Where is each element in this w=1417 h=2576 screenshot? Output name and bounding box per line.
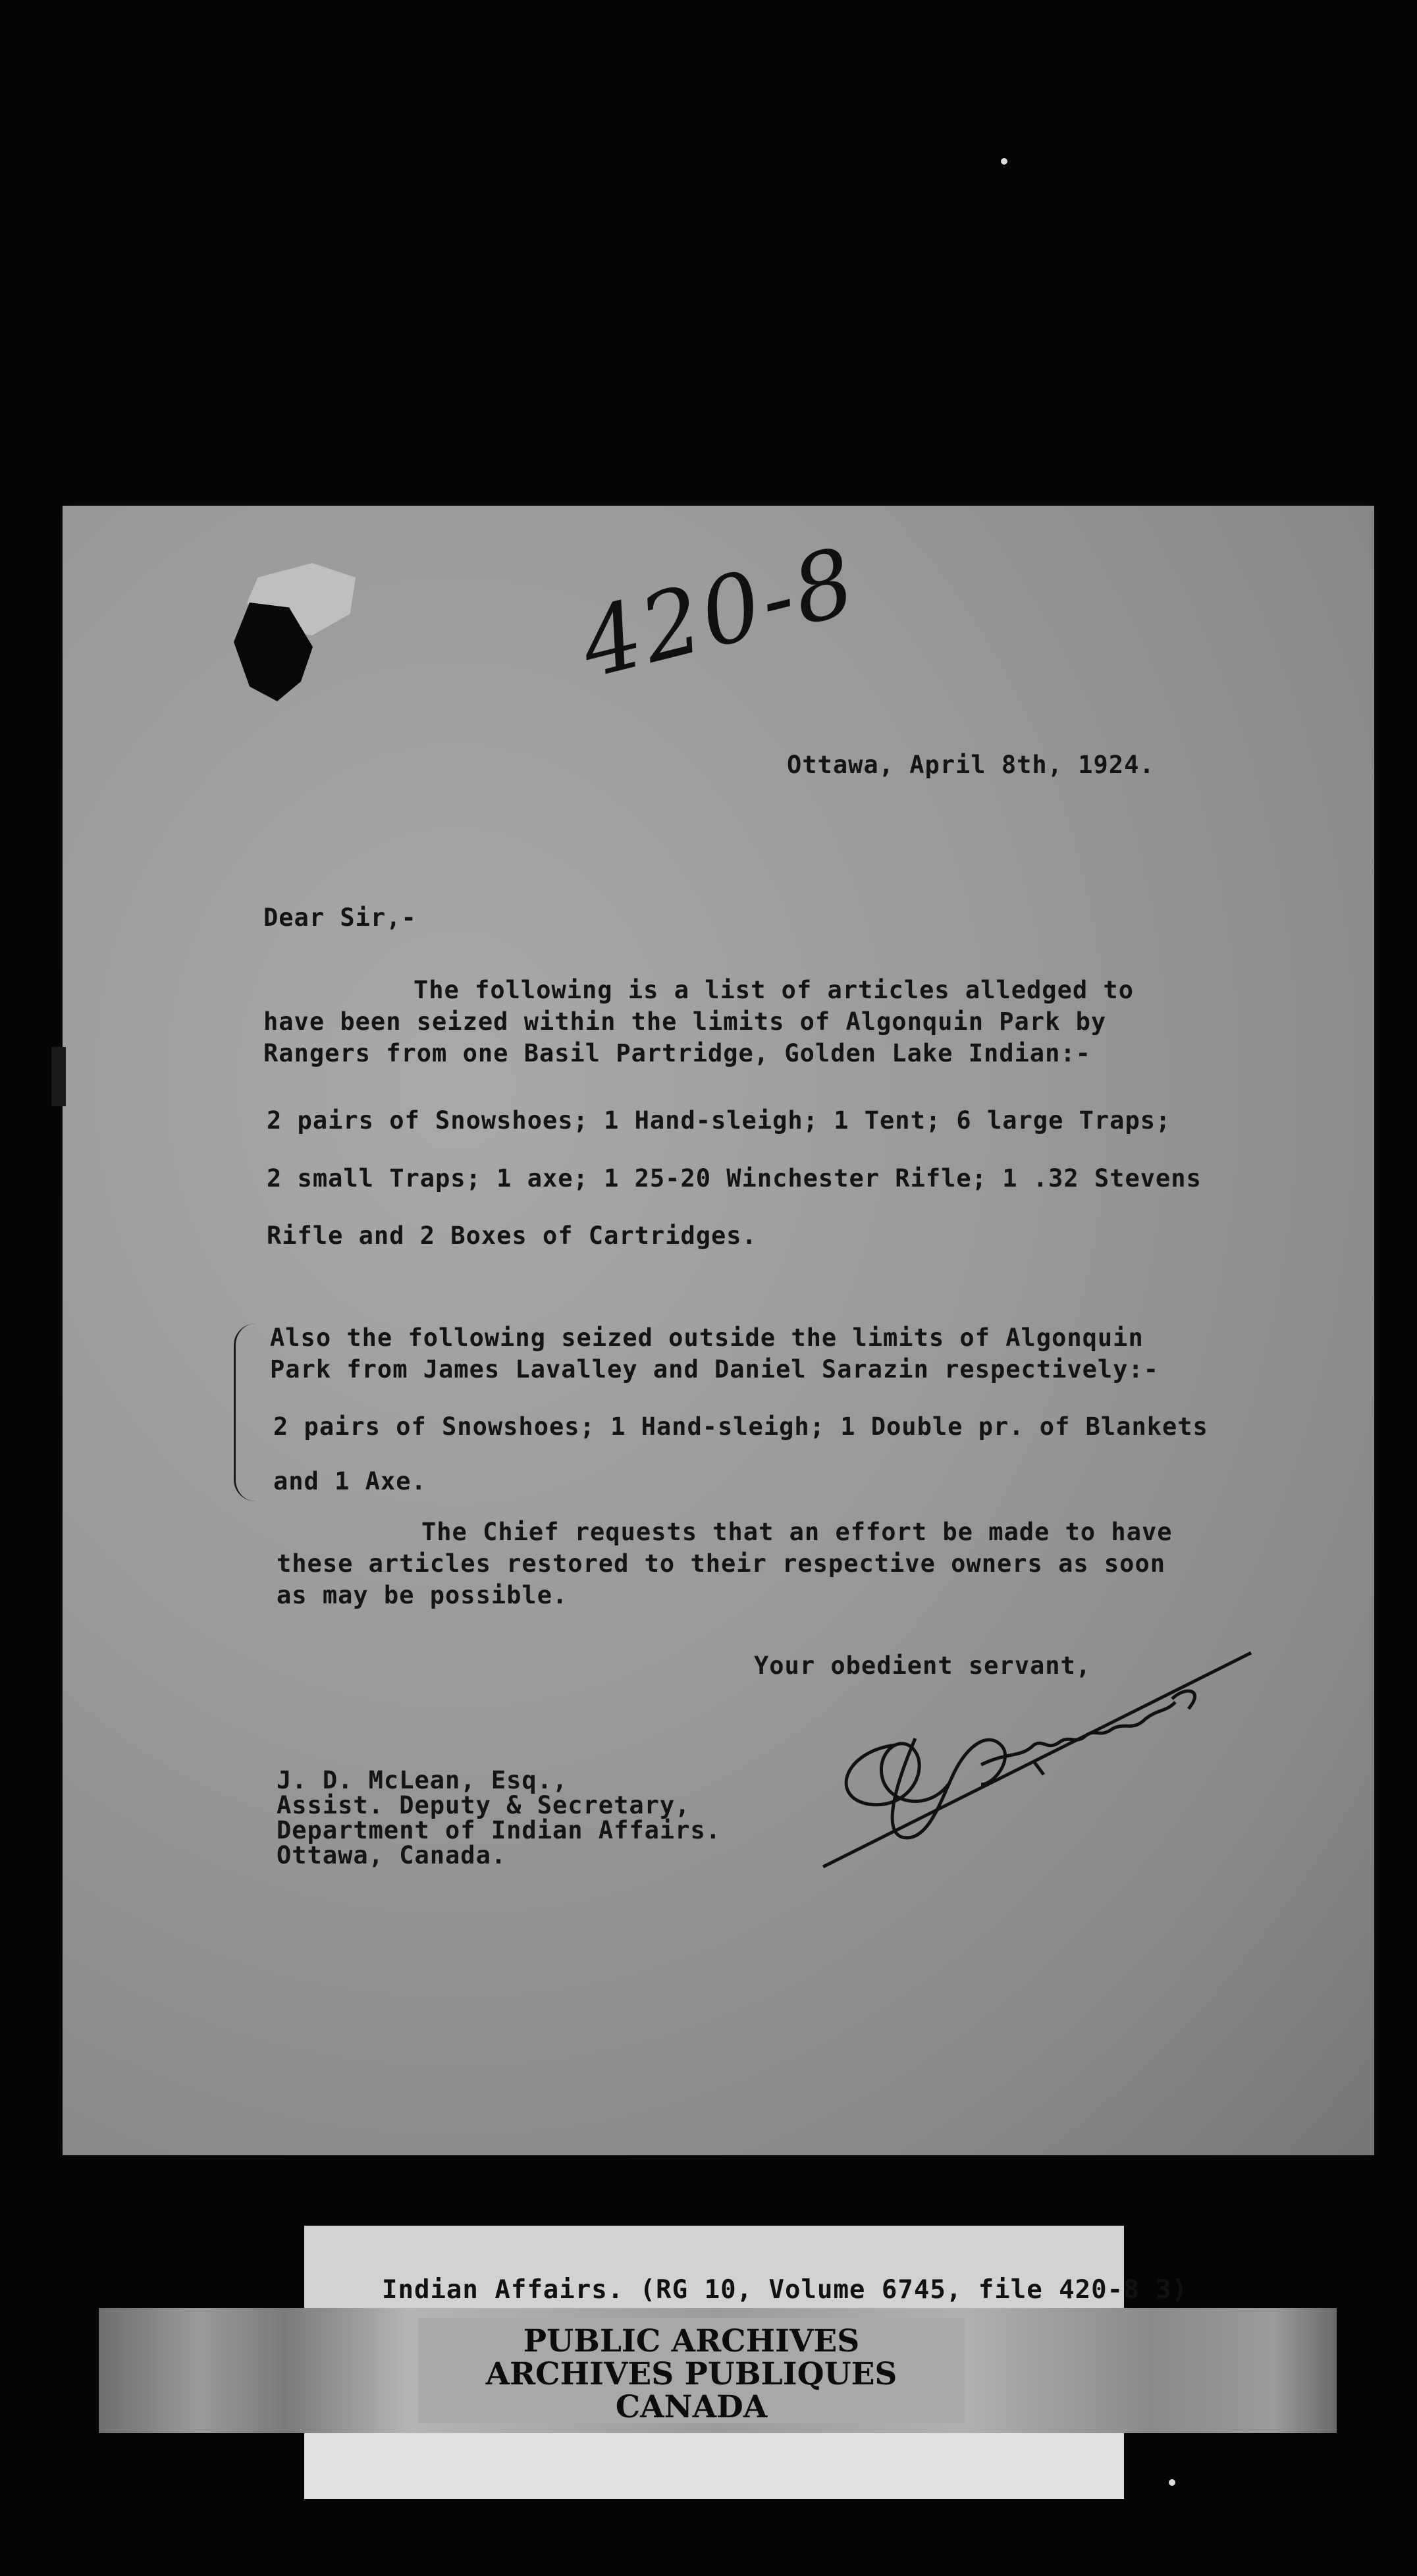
salutation: Dear Sir,- (263, 903, 417, 932)
list1-line3: Rifle and 2 Boxes of Cartridges. (267, 1221, 757, 1250)
para3-line3: as may be possible. (277, 1581, 568, 1609)
para3-line1: The Chief requests that an effort be made to have (421, 1518, 1173, 1546)
list1-line1: 2 pairs of Snowshoes; 1 Hand-sleigh; 1 Tent; 6 large Traps; (267, 1106, 1171, 1135)
archive-reference: Indian Affairs. (RG 10, Volume 6745, file 420-8 3) (382, 2275, 1188, 2305)
archive-stamp-line1: PUBLIC ARCHIVES (523, 2323, 860, 2359)
para1-line3: Rangers from one Basil Partridge, Golden Lake Indian:- (263, 1039, 1091, 1067)
dateline: Ottawa, April 8th, 1924. (787, 751, 1155, 779)
para2-line1: Also the following seized outside the limits of Algonquin (270, 1324, 1144, 1352)
addressee-line3: Department of Indian Affairs. (277, 1816, 722, 1844)
speck (1169, 2479, 1175, 2486)
archive-label-bottom (304, 2433, 1124, 2499)
para2-line2: Park from James Lavalley and Daniel Sarazin respectively:- (270, 1355, 1160, 1383)
margin-bracket (234, 1324, 255, 1501)
para1-line1: The following is a list of articles alledged to (414, 976, 1134, 1004)
handwritten-file-number: 420-8 (570, 527, 868, 699)
signature (816, 1640, 1277, 1883)
archive-stamp-line2: ARCHIVES PUBLIQUES (485, 2356, 897, 2392)
list2-line1: 2 pairs of Snowshoes; 1 Hand-sleigh; 1 Double pr. of Blankets (273, 1412, 1208, 1441)
closing: Your obedient servant, (754, 1651, 1092, 1680)
addressee-line4: Ottawa, Canada. (277, 1841, 507, 1869)
edge-mark (51, 1047, 66, 1106)
para3-line2: these articles restored to their respective owners as soon (277, 1549, 1166, 1578)
archive-stamp-line3: CANADA (615, 2389, 768, 2425)
list2-line2: and 1 Axe. (273, 1467, 427, 1495)
list1-line2: 2 small Traps; 1 axe; 1 25-20 Winchester Rifle; 1 .32 Stevens (267, 1164, 1202, 1193)
speck (1001, 158, 1007, 165)
addressee-line1: J. D. McLean, Esq., (277, 1766, 568, 1794)
para1-line2: have been seized within the limits of Algonquin Park by (263, 1007, 1107, 1036)
addressee-line2: Assist. Deputy & Secretary, (277, 1791, 691, 1819)
